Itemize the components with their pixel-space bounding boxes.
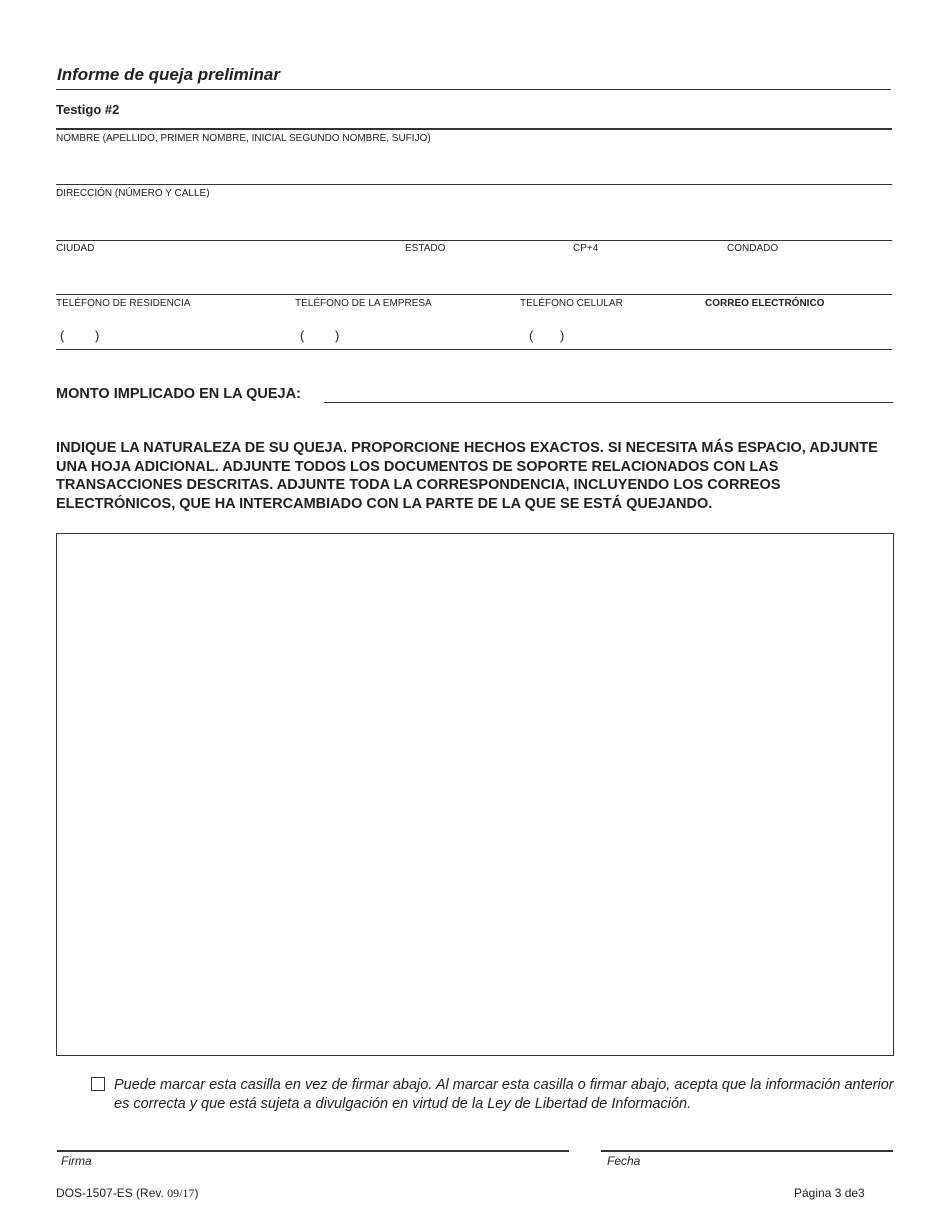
form-title: Informe de queja preliminar bbox=[57, 65, 280, 84]
work-phone-label: TELÉFONO DE LA EMPRESA bbox=[295, 298, 432, 309]
page-number: Página 3 de3 bbox=[794, 1186, 865, 1200]
signature-field[interactable] bbox=[57, 1130, 569, 1150]
cell-phone-field[interactable] bbox=[520, 318, 695, 348]
city-row-line bbox=[56, 294, 892, 295]
name-field-label: NOMBRE (APELLIDO, PRIMER NOMBRE, INICIAL SEGUNDO NOMBRE, SUFIJO) bbox=[56, 133, 431, 144]
date-line bbox=[601, 1150, 893, 1152]
cell-phone-label: TELÉFONO CELULAR bbox=[520, 298, 623, 309]
home-phone-close-paren: ) bbox=[95, 328, 100, 343]
consent-text: Puede marcar esta casilla en vez de firmar abajo. Al marcar esta casilla o firmar abajo, acepta que la información anterior es correcta y que está sujeta a divulgación en virtud de la Ley de Libertad de Información. bbox=[114, 1077, 894, 1112]
work-phone-field[interactable] bbox=[295, 318, 510, 348]
county-field[interactable] bbox=[720, 255, 892, 292]
signature-line bbox=[57, 1150, 569, 1152]
email-field[interactable] bbox=[705, 318, 892, 348]
section-title: Testigo #2 bbox=[56, 102, 120, 117]
consent-checkbox[interactable] bbox=[91, 1077, 105, 1091]
zip-field-label: CP+4 bbox=[573, 243, 599, 254]
form-revision: 09/17 bbox=[167, 1186, 195, 1200]
form-code-prefix: DOS-1507-ES (Rev. bbox=[56, 1186, 168, 1200]
amount-label: MONTO IMPLICADO EN LA QUEJA: bbox=[56, 386, 301, 402]
name-field[interactable] bbox=[56, 145, 892, 183]
form-code bbox=[56, 1186, 199, 1201]
amount-field[interactable] bbox=[324, 384, 892, 402]
complaint-instructions: INDIQUE LA NATURALEZA DE SU QUEJA. PROPORCIONE HECHOS EXACTOS. SI NECESITA MÁS ESPACIO, ADJUNTE UNA HOJA ADICIONAL. ADJUNTE TODOS LOS DOCUMENTOS DE SOPORTE RELACIONADOS CON LAS TRANSACCIONES DESCRITAS. ADJUNTE TODA LA CORRESPONDENCIA, INCLUYENDO LOS CORREOS ELECTRÓNICOS, QUE HA INTERCAMBIADO CON LA PARTE DE LA QUE SE ESTÁ QUEJANDO. bbox=[56, 440, 878, 512]
home-phone-field[interactable] bbox=[56, 318, 286, 348]
address-field-line bbox=[56, 240, 892, 241]
home-phone-open-paren: ( bbox=[60, 328, 65, 343]
section-divider bbox=[56, 128, 892, 130]
cell-phone-open-paren: ( bbox=[529, 328, 534, 343]
phone-row-line bbox=[56, 349, 892, 350]
address-field[interactable] bbox=[56, 200, 892, 239]
state-field-label: ESTADO bbox=[405, 243, 446, 254]
state-field[interactable] bbox=[400, 255, 560, 292]
cell-phone-close-paren: ) bbox=[560, 328, 565, 343]
signature-label: Firma bbox=[61, 1154, 92, 1168]
name-field-line bbox=[56, 184, 892, 185]
county-field-label: CONDADO bbox=[727, 243, 779, 254]
date-label: Fecha bbox=[607, 1154, 641, 1168]
email-label: CORREO ELECTRÓNICO bbox=[705, 298, 825, 309]
city-field-label: CIUDAD bbox=[56, 243, 95, 254]
complaint-description-box[interactable] bbox=[56, 533, 894, 1056]
work-phone-close-paren: ) bbox=[335, 328, 340, 343]
date-field[interactable] bbox=[601, 1130, 893, 1150]
title-divider bbox=[56, 89, 891, 90]
zip-field[interactable] bbox=[565, 255, 715, 292]
work-phone-open-paren: ( bbox=[300, 328, 305, 343]
form-code-suffix: ) bbox=[194, 1186, 199, 1200]
address-field-label: DIRECCIÓN (NÚMERO Y CALLE) bbox=[56, 188, 210, 199]
city-field[interactable] bbox=[56, 255, 396, 292]
amount-line bbox=[324, 402, 893, 403]
home-phone-label: TELÉFONO DE RESIDENCIA bbox=[56, 298, 191, 309]
